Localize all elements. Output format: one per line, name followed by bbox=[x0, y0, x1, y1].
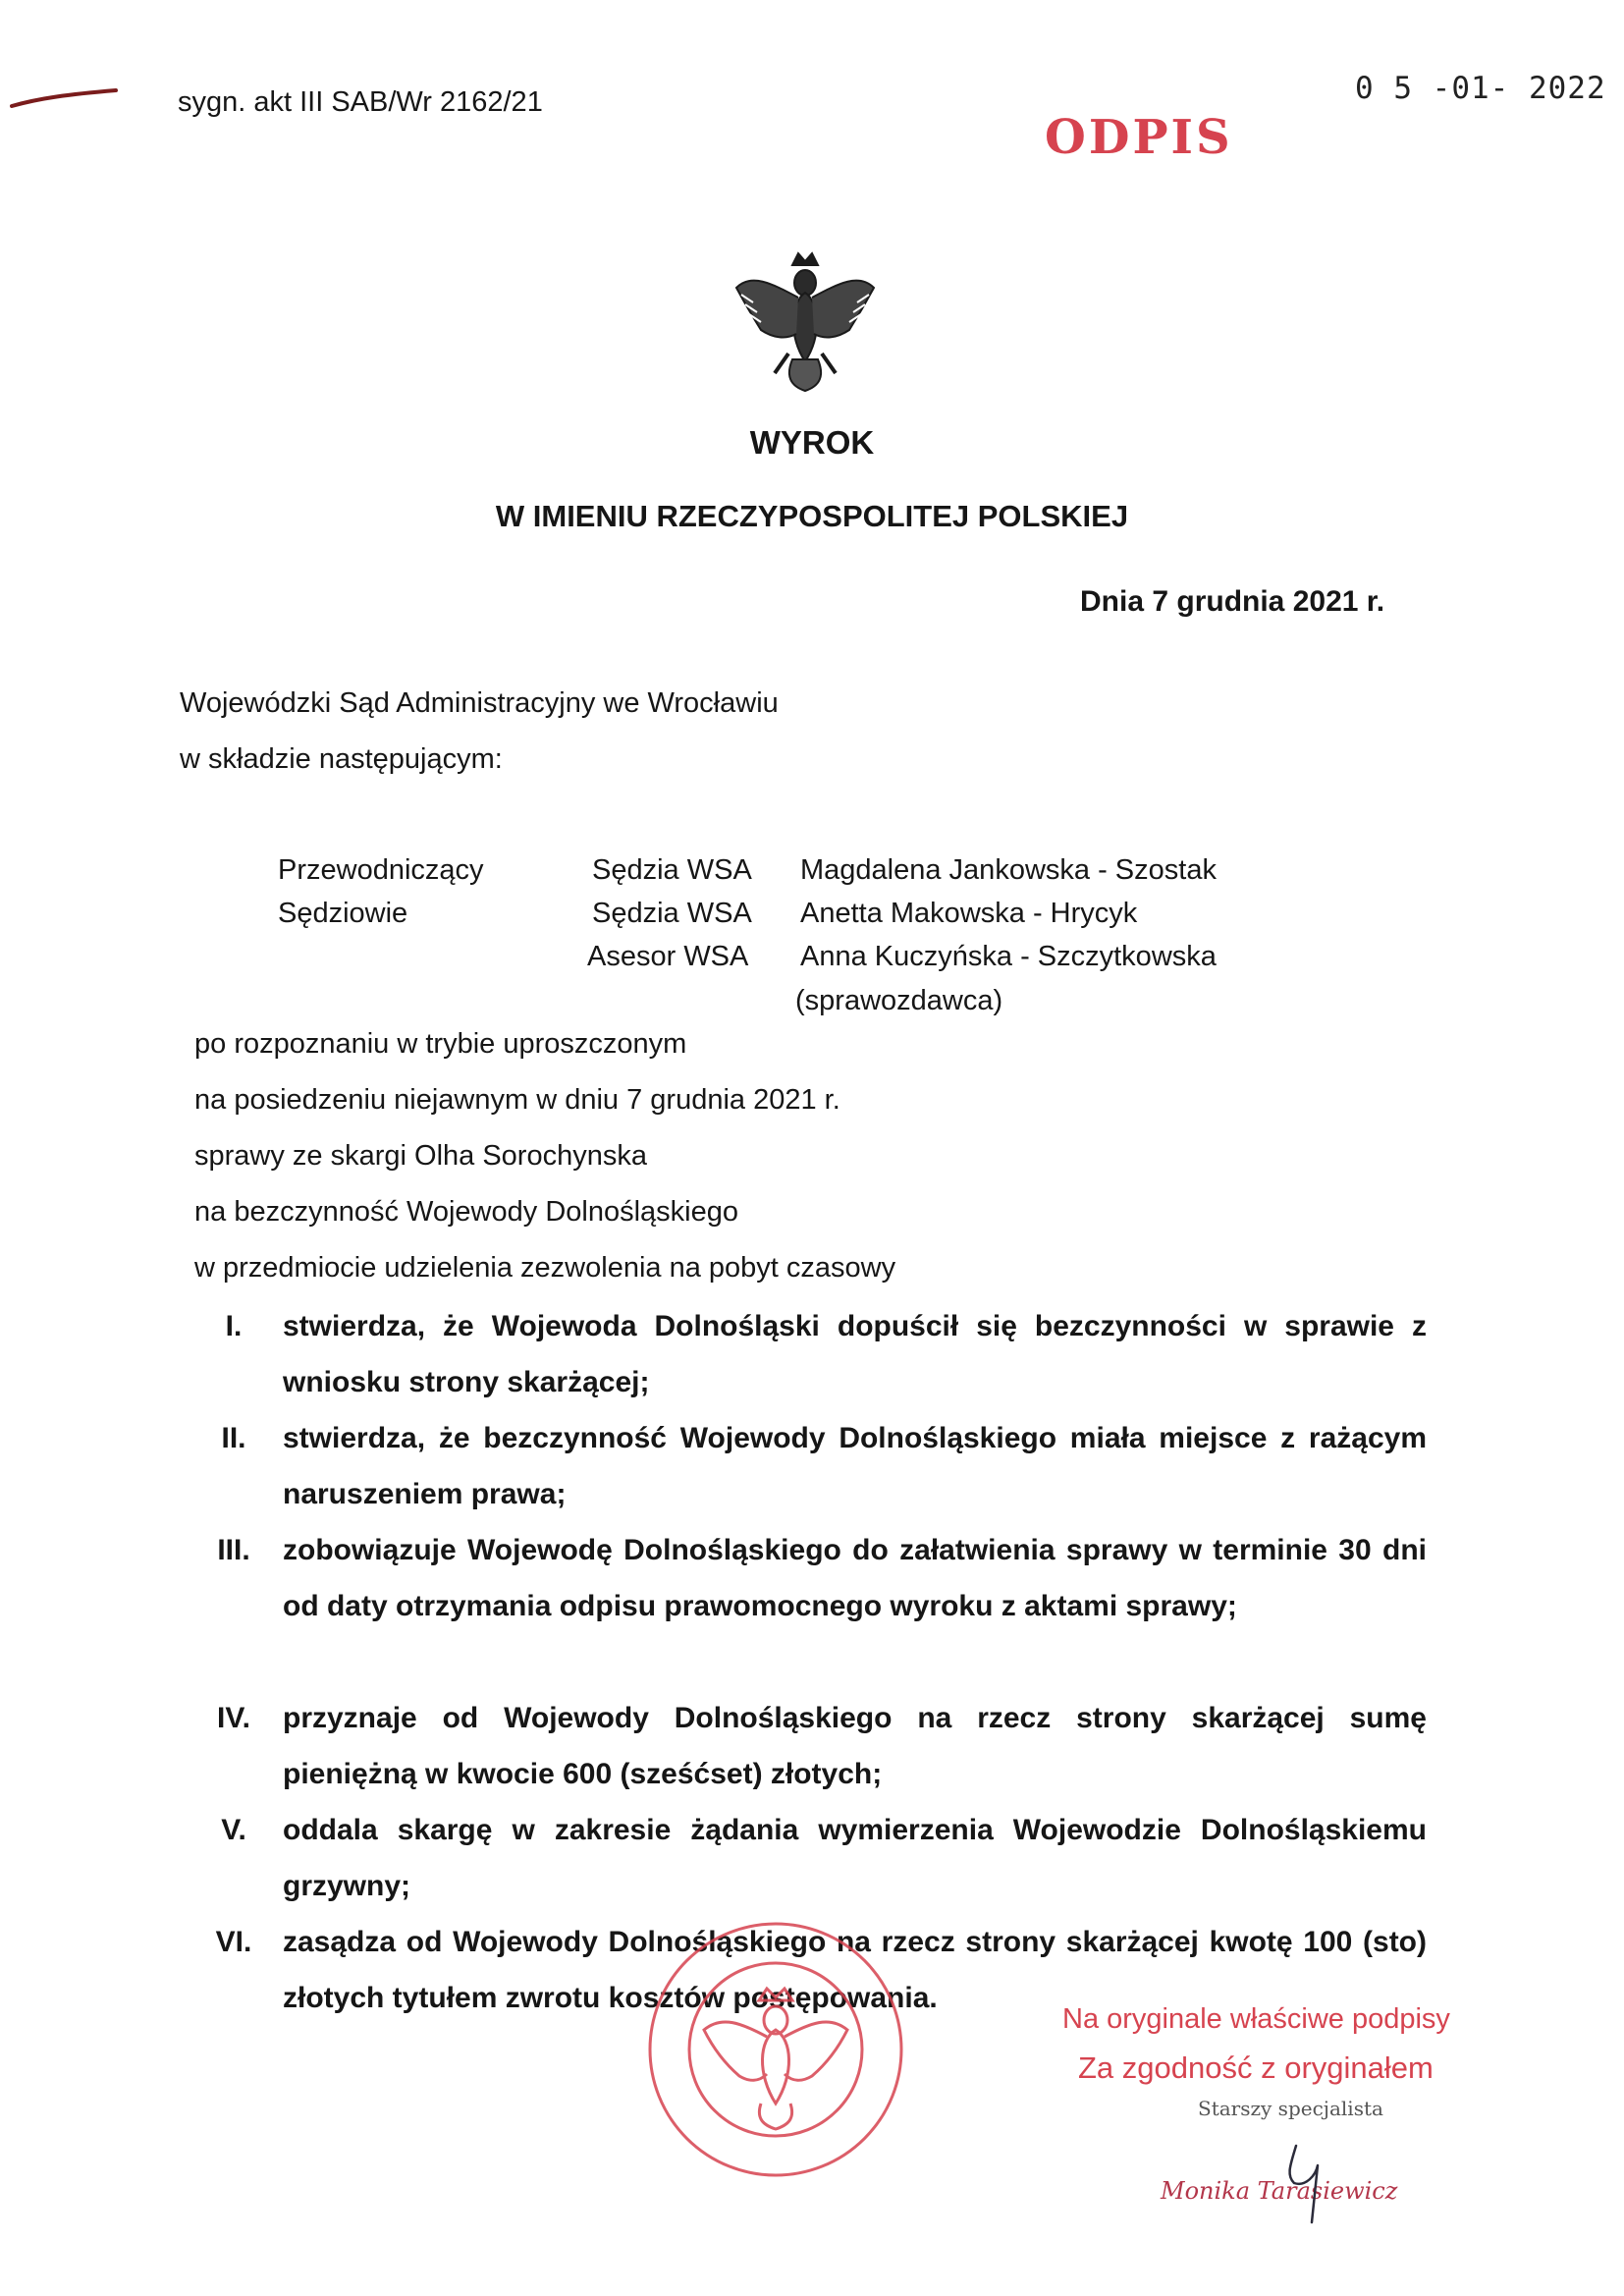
pen-mark-icon bbox=[10, 86, 118, 110]
verdict-text: zasądza od Wojewody Dolnośląskiego na rzecz strony skarżącej kwotę 100 (sto) złotych tytułem zwrotu kosztów postępowania. bbox=[283, 1926, 1427, 2014]
court-seal-icon bbox=[643, 1917, 908, 2182]
bench-title: Asesor WSA bbox=[587, 941, 749, 972]
bench-name: Magdalena Jankowska - Szostak bbox=[800, 854, 1217, 886]
polish-eagle-icon bbox=[731, 244, 879, 396]
handwritten-signature-icon bbox=[1276, 2136, 1355, 2224]
proceedings-line: po rozpoznaniu w trybie uproszczonym bbox=[194, 1028, 687, 1060]
verdict-number: IV. bbox=[217, 1702, 250, 1734]
document-title: WYROK bbox=[749, 424, 875, 461]
clerk-name-stamp: Monika Tarasiewicz bbox=[1161, 2177, 1398, 2205]
received-date-stamp: 0 5 -01- 2022 bbox=[1355, 71, 1606, 106]
verdict-number: VI. bbox=[215, 1926, 252, 1958]
verdict-number: V. bbox=[221, 1814, 246, 1846]
verdict-number: II. bbox=[221, 1422, 246, 1454]
verdict-number: III. bbox=[217, 1534, 250, 1566]
odpis-stamp: ODPIS bbox=[1045, 110, 1233, 165]
certified-copy-stamp: Za zgodność z oryginałem bbox=[1078, 2050, 1434, 2085]
bench-name: Anna Kuczyńska - Szczytkowska bbox=[800, 941, 1217, 972]
bench-note: (sprawozdawca) bbox=[795, 985, 1003, 1016]
bench-role: Sędziowie bbox=[278, 898, 408, 929]
verdict-number: I. bbox=[225, 1310, 243, 1342]
verdict-item bbox=[194, 1690, 1427, 1802]
verdict-text: zobowiązuje Wojewodę Dolnośląskiego do załatwienia sprawy w terminie 30 dni od daty otrzymania odpisu prawomocnego wyroku z aktami sprawy; bbox=[283, 1534, 1427, 1622]
verdict-item bbox=[194, 1298, 1427, 1410]
proceedings-line: na posiedzeniu niejawnym w dniu 7 grudnia 2021 r. bbox=[194, 1084, 840, 1116]
clerk-position: Starszy specjalista bbox=[1198, 2097, 1383, 2120]
verdict-text: stwierdza, że Wojewoda Dolnośląski dopuścił się bezczynności w sprawie z wniosku strony skarżącej; bbox=[283, 1310, 1427, 1398]
original-signatures-stamp: Na oryginale właściwe podpisy bbox=[1062, 2003, 1450, 2035]
bench-name: Anetta Makowska - Hrycyk bbox=[800, 898, 1138, 929]
verdict-text: stwierdza, że bezczynność Wojewody Dolnośląskiego miała miejsce z rażącym naruszeniem prawa; bbox=[283, 1422, 1427, 1510]
bench-role: Przewodniczący bbox=[278, 854, 484, 886]
verdict-item bbox=[194, 1410, 1427, 1522]
verdict-text: oddala skargę w zakresie żądania wymierzenia Wojewodzie Dolnośląskiemu grzywny; bbox=[283, 1814, 1427, 1902]
court-composition: w składzie następującym: bbox=[180, 743, 503, 775]
verdict-item bbox=[194, 1522, 1427, 1634]
case-reference: sygn. akt III SAB/Wr 2162/21 bbox=[178, 86, 543, 118]
bench-title: Sędzia WSA bbox=[592, 898, 752, 929]
court-name: Wojewódzki Sąd Administracyjny we Wrocławiu bbox=[180, 687, 779, 719]
verdict-text: przyznaje od Wojewody Dolnośląskiego na rzecz strony skarżącej sumę pieniężną w kwocie 600 (sześćset) złotych; bbox=[283, 1702, 1427, 1790]
document-subtitle: W IMIENIU RZECZYPOSPOLITEJ POLSKIEJ bbox=[495, 499, 1129, 533]
bench-title: Sędzia WSA bbox=[592, 854, 752, 886]
proceedings-line: sprawy ze skargi Olha Sorochynska bbox=[194, 1140, 647, 1172]
proceedings-line: w przedmiocie udzielenia zezwolenia na pobyt czasowy bbox=[194, 1252, 896, 1284]
verdict-item bbox=[194, 1802, 1427, 1914]
judgment-date: Dnia 7 grudnia 2021 r. bbox=[1080, 585, 1385, 618]
proceedings-line: na bezczynność Wojewody Dolnośląskiego bbox=[194, 1196, 738, 1228]
